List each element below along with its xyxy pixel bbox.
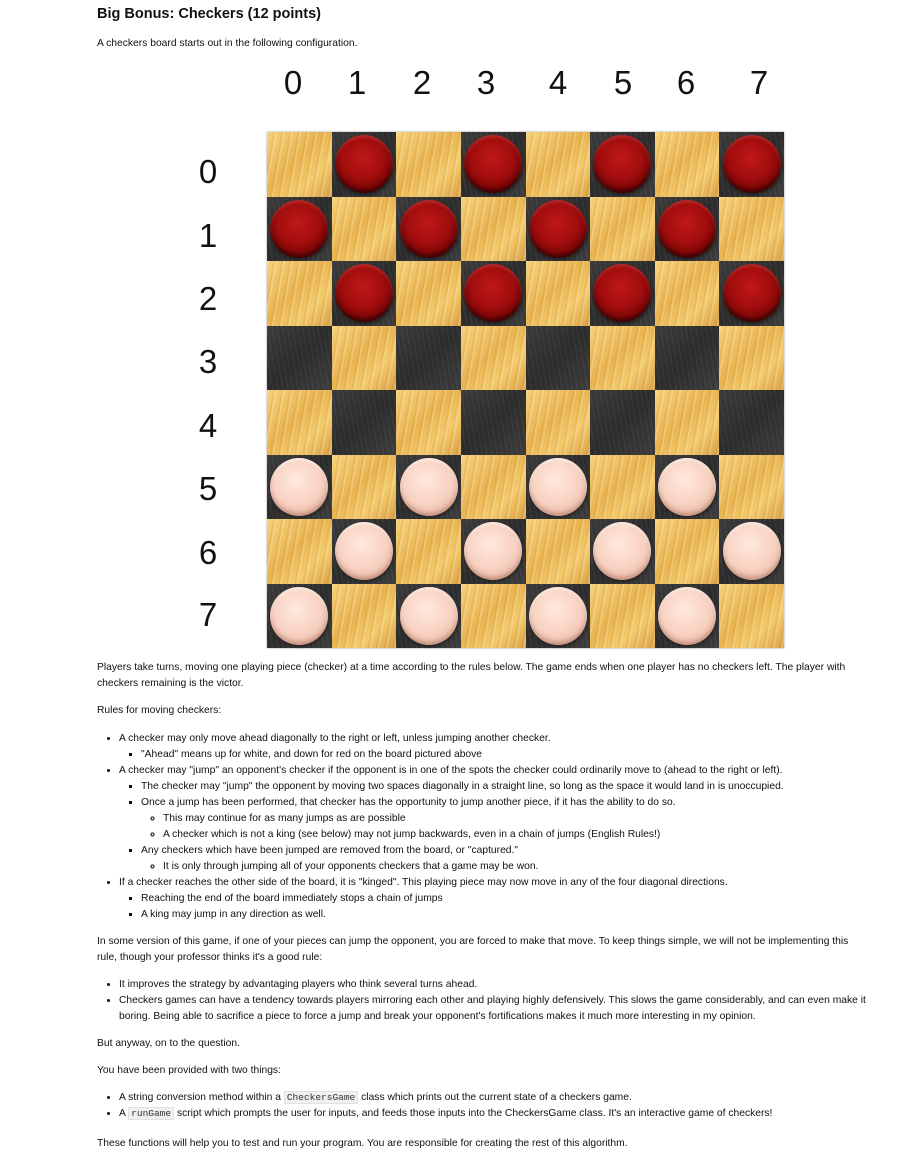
board-square <box>655 326 720 391</box>
body-text <box>97 1136 867 1152</box>
white-checker <box>723 522 781 580</box>
white-checker <box>658 587 716 645</box>
list-item <box>141 779 867 795</box>
white-checker <box>400 587 458 645</box>
white-checker <box>464 522 522 580</box>
rule-text: A king may jump in any direction as well. <box>141 909 326 920</box>
board-square <box>396 197 461 262</box>
red-checker <box>658 200 716 258</box>
board-square <box>590 132 655 197</box>
board-square <box>590 455 655 520</box>
rule-text: Once a jump has been performed, that checker has the opportunity to jump another piece, if it has the ability to do so. <box>141 797 676 808</box>
rule-text: A checker which is not a king (see below) may not jump backwards, even in a chain of jumps (English Rules!) <box>163 829 661 840</box>
rule-text: The checker may "jump" the opponent by moving two spaces diagonally in a straight line, so long as the space it would land in is unoccupied. <box>141 781 784 792</box>
board-square <box>332 197 397 262</box>
code-checkersgame: CheckersGame <box>284 1091 358 1104</box>
red-checker <box>593 264 651 322</box>
col-label: 0 <box>283 64 303 101</box>
board-square <box>267 326 332 391</box>
item-text: script which prompts the user for inputs, and feeds those inputs into the CheckersGame class. It's an interactive game of checkers! <box>174 1108 773 1119</box>
board-square <box>655 390 720 455</box>
rule-text: A checker may only move ahead diagonally to the right or left, unless jumping another checker. <box>119 733 551 744</box>
board-square <box>461 132 526 197</box>
red-checker <box>723 135 781 193</box>
board-square <box>332 455 397 520</box>
board-square <box>526 326 591 391</box>
white-checker <box>270 587 328 645</box>
col-label: 2 <box>412 64 432 101</box>
board-square <box>719 584 784 649</box>
red-checker <box>335 135 393 193</box>
list-item <box>119 875 867 923</box>
board-square <box>590 519 655 584</box>
list-item <box>163 827 867 843</box>
board-square <box>526 390 591 455</box>
list-item <box>141 747 867 763</box>
board-square <box>461 326 526 391</box>
provided-list <box>97 1090 867 1122</box>
red-checker <box>270 200 328 258</box>
body-text <box>97 934 867 966</box>
board-square <box>719 455 784 520</box>
item-text: A <box>119 1108 129 1119</box>
reason-text: It improves the strategy by advantaging players who think several turns ahead. <box>119 979 478 990</box>
page-title: Big Bonus: Checkers (12 points) <box>97 6 321 22</box>
red-checker <box>529 200 587 258</box>
reason-text: Checkers games can have a tendency towards players mirroring each other and playing highly defensively. This slows the game considerably, and can even make it boring. Being able to sacrifice a piece to force a jump and break your opponent's fortifications makes it much more interesting in my opinion. <box>119 995 866 1022</box>
list-item <box>163 811 867 827</box>
board-square <box>655 584 720 649</box>
board-square <box>719 132 784 197</box>
red-checker <box>723 264 781 322</box>
item-text: class which prints out the current state of a checkers game. <box>358 1092 632 1103</box>
col-label: 1 <box>347 64 367 101</box>
paragraph: These functions will help you to test and run your program. You are responsible for creating the rest of this algorithm. <box>97 1138 628 1149</box>
list-item <box>119 1090 867 1106</box>
board-square <box>332 584 397 649</box>
board-square <box>526 584 591 649</box>
board-square <box>590 584 655 649</box>
list-item <box>141 843 867 875</box>
paragraph: In some version of this game, if one of your pieces can jump the opponent, you are forced to make that move. To keep things simple, we will not be implementing this rule, though your professor thinks it's a good rule: <box>97 936 849 963</box>
board-square <box>526 261 591 326</box>
row-label: 3 <box>198 343 218 380</box>
board-square <box>590 326 655 391</box>
row-label: 6 <box>198 534 218 571</box>
red-checker <box>464 264 522 322</box>
paragraph: Players take turns, moving one playing piece (checker) at a time according to the rules below. The game ends when one player has no checkers left. The player with checkers remaining is the victor. <box>97 662 846 689</box>
board-square <box>590 197 655 262</box>
column-labels <box>0 63 903 103</box>
board-square <box>526 519 591 584</box>
board-square <box>396 519 461 584</box>
row-label: 0 <box>198 153 218 190</box>
board-square <box>461 390 526 455</box>
row-label: 5 <box>198 470 218 507</box>
red-checker <box>593 135 651 193</box>
list-item <box>119 993 867 1025</box>
rule-text: Any checkers which have been jumped are removed from the board, or "captured." <box>141 845 519 856</box>
reasons-list <box>97 977 867 1025</box>
board-square <box>590 261 655 326</box>
board-square <box>396 455 461 520</box>
board-square <box>332 390 397 455</box>
rule-text: "Ahead" means up for white, and down for red on the board pictured above <box>141 749 483 760</box>
board-square <box>590 390 655 455</box>
board-square <box>332 519 397 584</box>
row-label: 1 <box>198 217 218 254</box>
board-square <box>719 519 784 584</box>
col-label: 6 <box>676 64 696 101</box>
white-checker <box>400 458 458 516</box>
item-text: A string conversion method within a <box>119 1092 284 1103</box>
board-square <box>461 584 526 649</box>
board-square <box>719 390 784 455</box>
board-square <box>267 455 332 520</box>
white-checker <box>593 522 651 580</box>
col-label: 4 <box>548 64 568 101</box>
board-square <box>719 261 784 326</box>
board-square <box>332 261 397 326</box>
board-square <box>332 132 397 197</box>
rules-list <box>97 731 867 923</box>
row-label: 4 <box>198 407 218 444</box>
board-square <box>719 326 784 391</box>
board-square <box>719 197 784 262</box>
red-checker <box>464 135 522 193</box>
board-square <box>526 455 591 520</box>
board-square <box>655 132 720 197</box>
board-square <box>396 326 461 391</box>
paragraph: You have been provided with two things: <box>97 1065 281 1076</box>
list-item <box>119 977 867 993</box>
list-item <box>141 795 867 843</box>
board-square <box>461 519 526 584</box>
board-square <box>267 261 332 326</box>
code-rungame: runGame <box>128 1107 174 1120</box>
board-square <box>267 584 332 649</box>
row-label: 2 <box>198 280 218 317</box>
rules-heading-block <box>97 703 867 719</box>
board-square <box>396 584 461 649</box>
list-item <box>119 763 867 875</box>
body-text <box>97 660 867 692</box>
checkers-board <box>267 132 784 648</box>
board-square <box>267 390 332 455</box>
board-square <box>332 326 397 391</box>
board-square <box>267 132 332 197</box>
white-checker <box>529 458 587 516</box>
rule-text: If a checker reaches the other side of the board, it is "kinged". This playing piece may now move in any of the four diagonal directions. <box>119 877 728 888</box>
rule-text: Reaching the end of the board immediately stops a chain of jumps <box>141 893 443 904</box>
board-square <box>267 197 332 262</box>
board-square <box>655 197 720 262</box>
paragraph: But anyway, on to the question. <box>97 1038 240 1049</box>
body-text <box>97 1063 867 1079</box>
board-square <box>526 132 591 197</box>
rule-text: This may continue for as many jumps as are possible <box>163 813 406 824</box>
list-item <box>119 731 867 763</box>
list-item <box>163 859 867 875</box>
board-square <box>461 197 526 262</box>
intro-text: A checkers board starts out in the following configuration. <box>97 38 358 49</box>
board-square <box>526 197 591 262</box>
board-square <box>396 261 461 326</box>
list-item <box>141 891 867 907</box>
body-text <box>97 1036 867 1052</box>
board-square <box>461 261 526 326</box>
white-checker <box>270 458 328 516</box>
white-checker <box>529 587 587 645</box>
row-label: 7 <box>198 596 218 633</box>
board-square <box>655 519 720 584</box>
rule-text: A checker may "jump" an opponent's checker if the opponent is in one of the spots the checker could ordinarily move to (ahead to the right or left). <box>119 765 783 776</box>
list-item <box>119 1106 867 1122</box>
board-square <box>655 261 720 326</box>
board-square <box>396 390 461 455</box>
paragraph: Rules for moving checkers: <box>97 705 222 716</box>
rule-text: It is only through jumping all of your opponents checkers that a game may be won. <box>163 861 539 872</box>
col-label: 3 <box>476 64 496 101</box>
col-label: 7 <box>749 64 769 101</box>
board-square <box>267 519 332 584</box>
list-item <box>141 907 867 923</box>
board-square <box>396 132 461 197</box>
col-label: 5 <box>613 64 633 101</box>
board-square <box>461 455 526 520</box>
board-square <box>655 455 720 520</box>
white-checker <box>335 522 393 580</box>
white-checker <box>658 458 716 516</box>
red-checker <box>400 200 458 258</box>
red-checker <box>335 264 393 322</box>
